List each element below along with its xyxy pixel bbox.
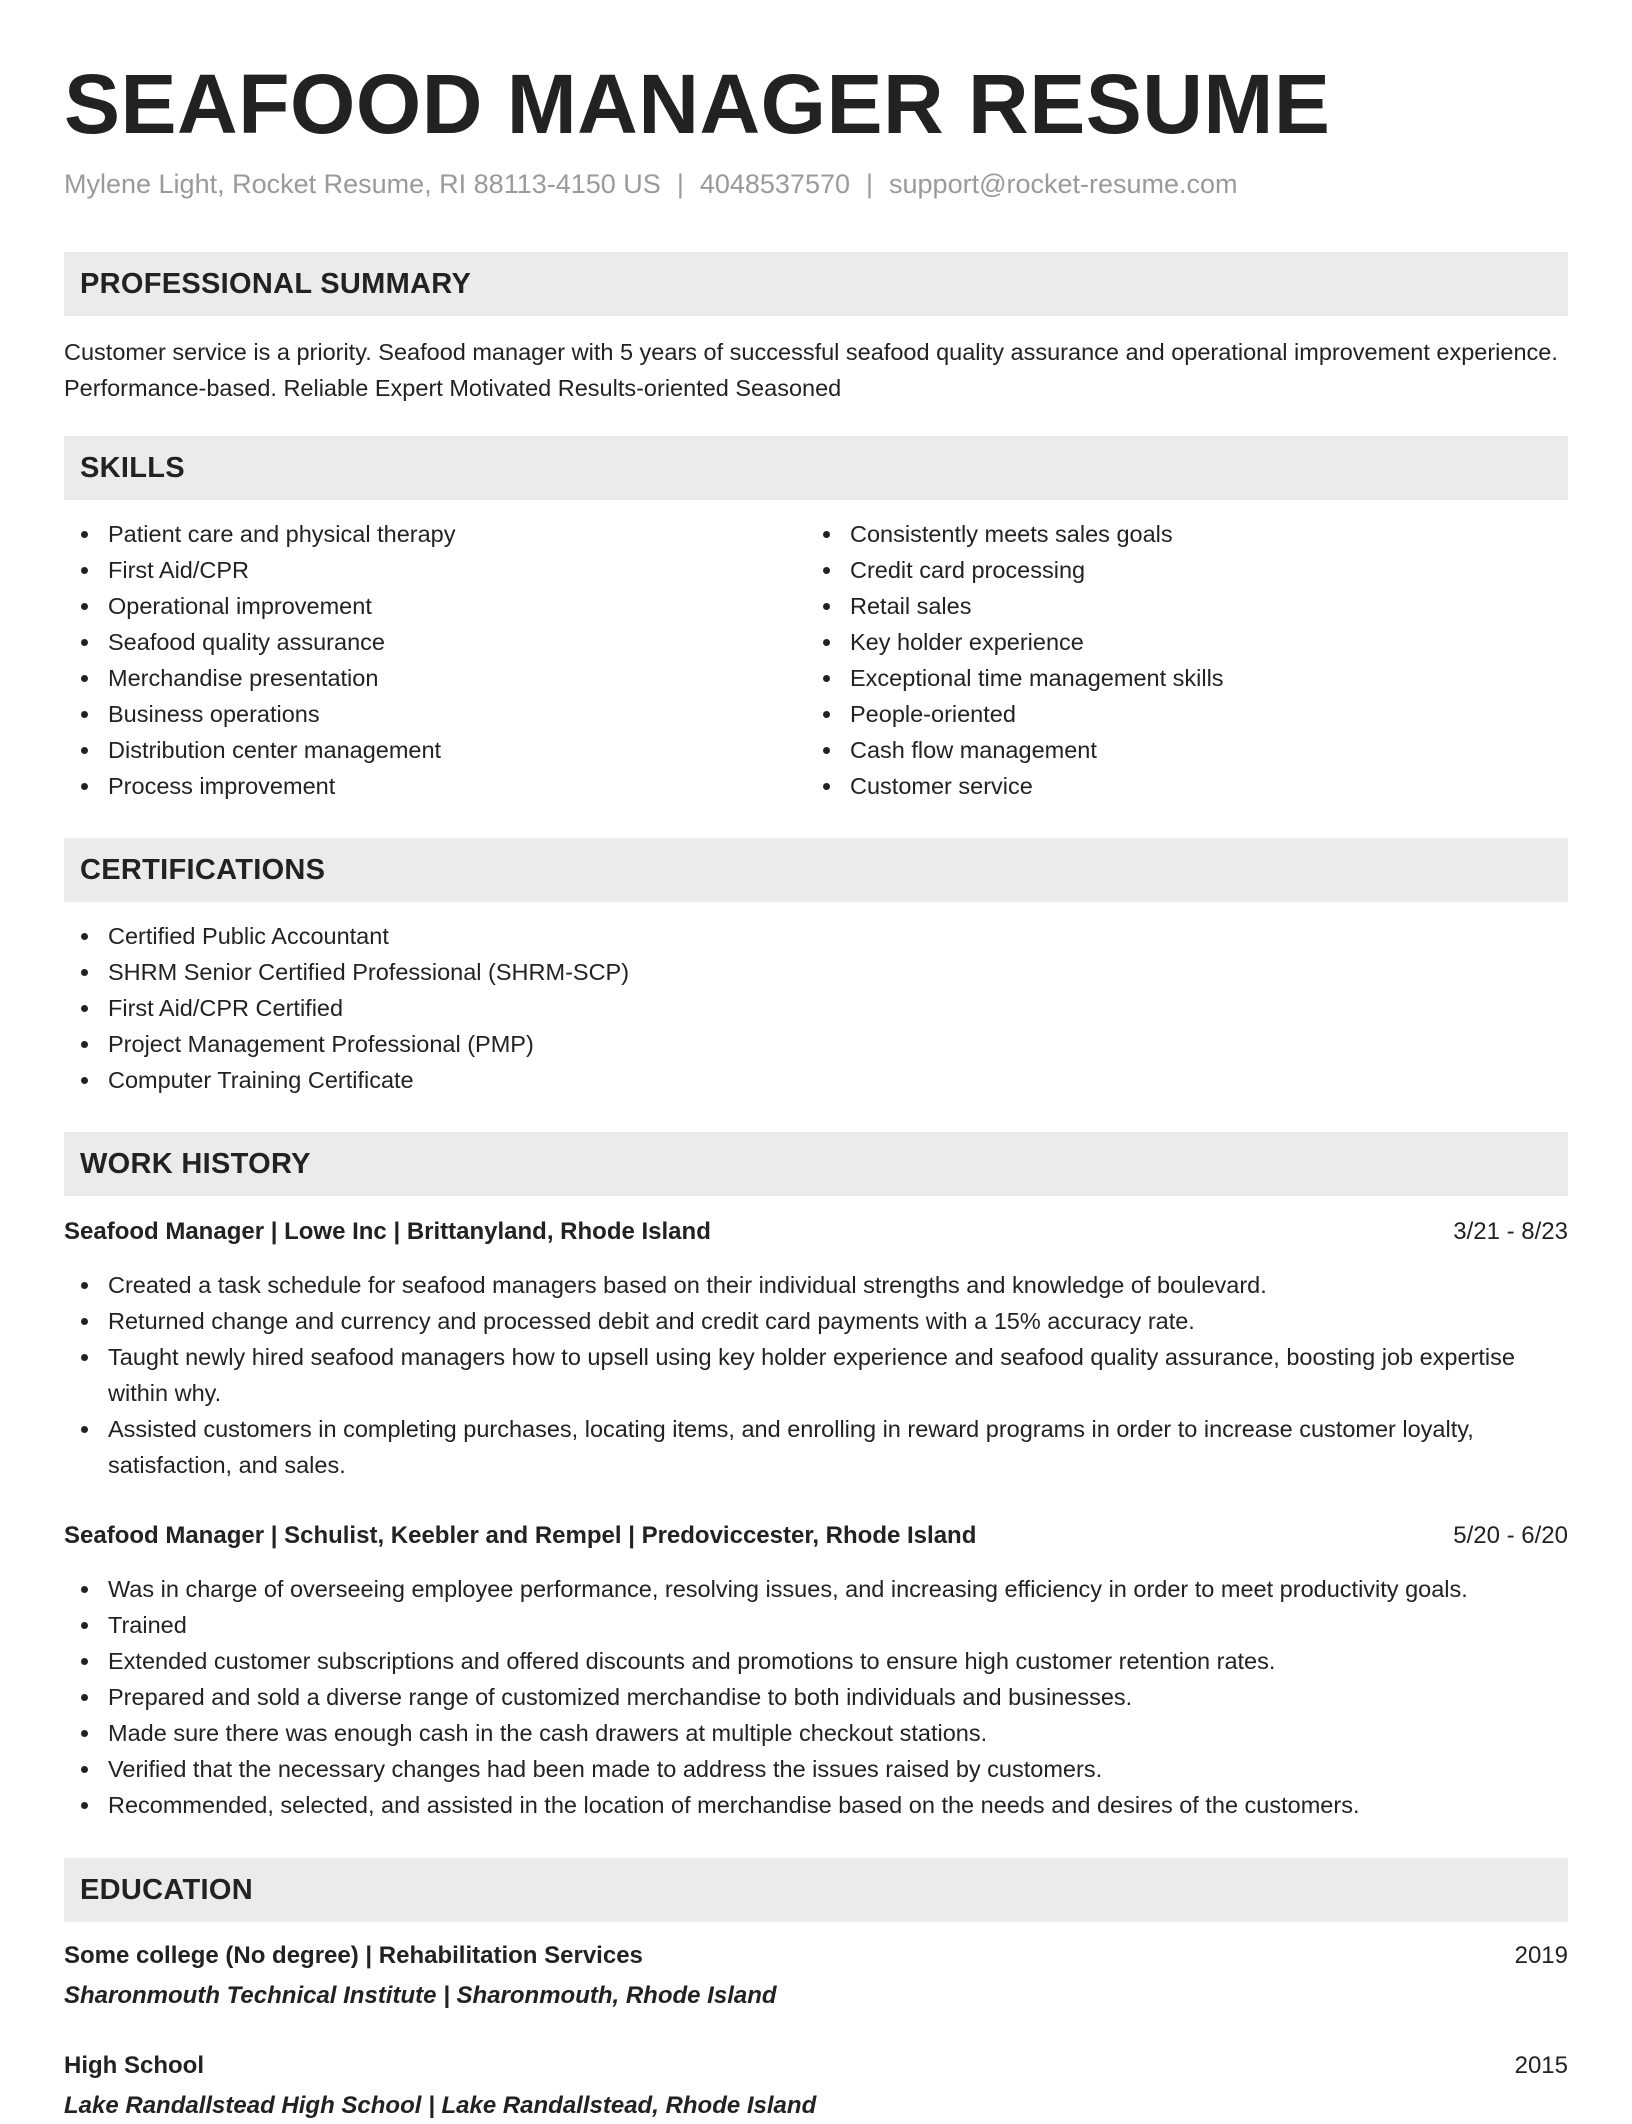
education-school: Sharonmouth Technical Institute | Sharonmouth, Rhode Island (64, 1982, 777, 2009)
skill-item: Retail sales (806, 588, 1566, 624)
job-bullet: Returned change and currency and processed debit and credit card payments with a 15% accuracy rate. (64, 1303, 1568, 1339)
skill-item: Credit card processing (806, 552, 1566, 588)
contact-email: support@rocket-resume.com (889, 169, 1238, 199)
skills-heading: SKILLS (64, 436, 1568, 500)
skill-item: Customer service (806, 768, 1566, 804)
skill-item: Exceptional time management skills (806, 660, 1566, 696)
certification-item: Certified Public Accountant (64, 918, 1568, 954)
skill-item: Consistently meets sales goals (806, 516, 1566, 552)
job-bullet: Recommended, selected, and assisted in the location of merchandise based on the needs and desires of the customers. (64, 1787, 1568, 1823)
skills-list-left (64, 516, 804, 804)
job-bullet: Verified that the necessary changes had been made to address the issues raised by customers. (64, 1751, 1568, 1787)
education-year: 2019 (1514, 1942, 1568, 1969)
resume-title: SEAFOOD MANAGER RESUME (64, 57, 1331, 151)
skill-item: People-oriented (806, 696, 1566, 732)
contact-separator: | (866, 169, 874, 199)
skills-list-right (806, 516, 1566, 804)
education-degree: High School (64, 2052, 204, 2079)
job-bullet: Was in charge of overseeing employee performance, resolving issues, and increasing efficiency in order to meet productivity goals. (64, 1571, 1568, 1607)
summary-text: Customer service is a priority. Seafood manager with 5 years of successful seafood quality assurance and operational improvement experience. Performance-based. Reliable Expert Motivated Results-oriented Seasoned (64, 339, 1558, 401)
work-history-heading: WORK HISTORY (64, 1132, 1568, 1196)
contact-line (64, 166, 1238, 202)
job-bullet: Created a task schedule for seafood managers based on their individual strengths and knowledge of boulevard. (64, 1267, 1568, 1303)
job-dates: 5/20 - 6/20 (1453, 1522, 1568, 1549)
skill-item: Cash flow management (806, 732, 1566, 768)
job-title: Seafood Manager | Lowe Inc | Brittanyland, Rhode Island (64, 1218, 711, 1245)
job-title: Seafood Manager | Schulist, Keebler and Rempel | Predoviccester, Rhode Island (64, 1522, 977, 1549)
job-bullet: Prepared and sold a diverse range of customized merchandise to both individuals and businesses. (64, 1679, 1568, 1715)
certification-item: Computer Training Certificate (64, 1062, 1568, 1098)
skill-item: Patient care and physical therapy (64, 516, 804, 552)
education-year: 2015 (1514, 2052, 1568, 2079)
skill-item: Distribution center management (64, 732, 804, 768)
job-bullet: Trained (64, 1607, 1568, 1643)
skill-item: First Aid/CPR (64, 552, 804, 588)
certification-item: SHRM Senior Certified Professional (SHRM-SCP) (64, 954, 1568, 990)
certification-item: Project Management Professional (PMP) (64, 1026, 1568, 1062)
contact-address: Mylene Light, Rocket Resume, RI 88113-4150 US (64, 169, 661, 199)
skill-item: Merchandise presentation (64, 660, 804, 696)
contact-phone: 4048537570 (699, 169, 850, 199)
job-heading (64, 1214, 1568, 1250)
summary-heading: PROFESSIONAL SUMMARY (64, 252, 1568, 316)
job-bullets (64, 1267, 1568, 1483)
education-heading: EDUCATION (64, 1858, 1568, 1922)
skill-item: Operational improvement (64, 588, 804, 624)
certification-item: First Aid/CPR Certified (64, 990, 1568, 1026)
education-entry-heading (64, 1938, 1568, 1974)
job-dates: 3/21 - 8/23 (1453, 1218, 1568, 1245)
job-bullet: Extended customer subscriptions and offered discounts and promotions to ensure high customer retention rates. (64, 1643, 1568, 1679)
contact-separator: | (676, 169, 684, 199)
job-heading (64, 1518, 1568, 1554)
skill-item: Business operations (64, 696, 804, 732)
job-bullet: Assisted customers in completing purchases, locating items, and enrolling in reward programs in order to increase customer loyalty, satisfaction, and sales. (64, 1411, 1568, 1483)
certifications-list (64, 918, 1568, 1098)
education-degree: Some college (No degree) | Rehabilitation Services (64, 1942, 643, 1969)
job-bullets (64, 1571, 1568, 1823)
skill-item: Seafood quality assurance (64, 624, 804, 660)
certifications-heading: CERTIFICATIONS (64, 838, 1568, 902)
job-bullet: Taught newly hired seafood managers how to upsell using key holder experience and seafood quality assurance, boosting job expertise within why. (64, 1339, 1568, 1411)
job-bullet: Made sure there was enough cash in the cash drawers at multiple checkout stations. (64, 1715, 1568, 1751)
education-entry-heading (64, 2048, 1568, 2084)
education-school: Lake Randallstead High School | Lake Randallstead, Rhode Island (64, 2092, 817, 2119)
skill-item: Process improvement (64, 768, 804, 804)
skill-item: Key holder experience (806, 624, 1566, 660)
